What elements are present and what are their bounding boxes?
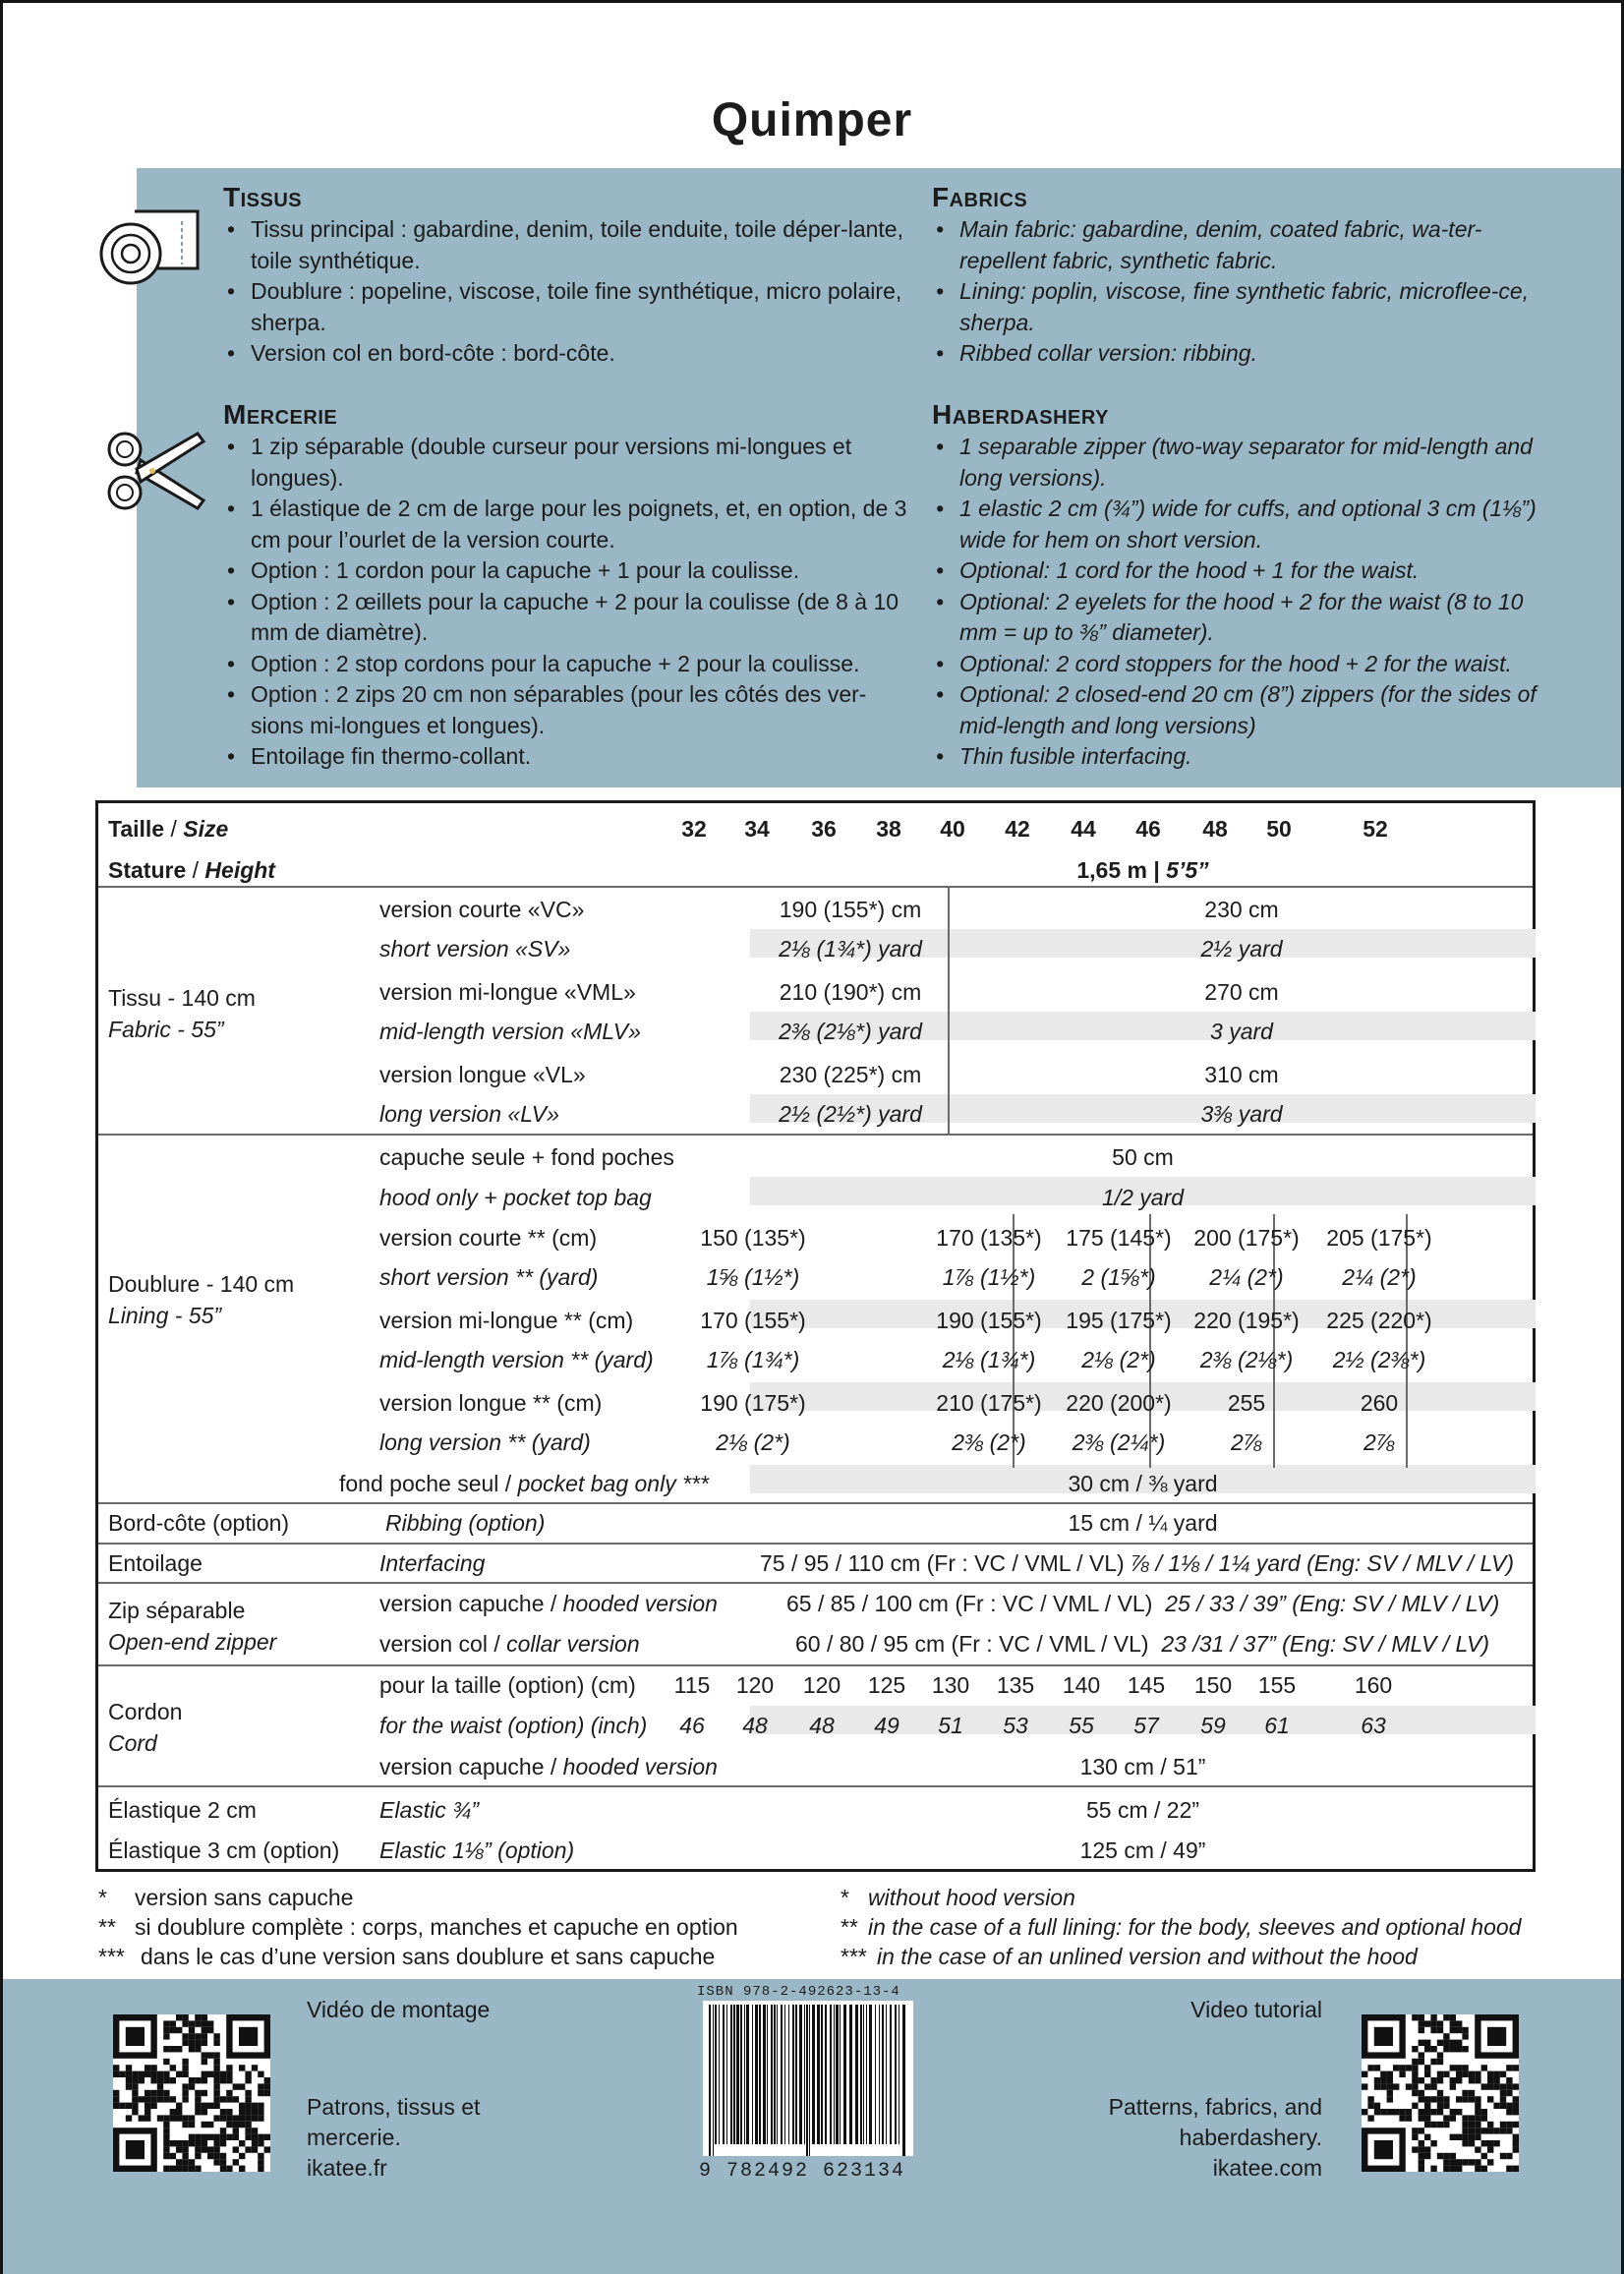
lining-value: 2⅞ xyxy=(1363,1429,1395,1455)
footnote-text: si doublure complète : corps, manches et capuche en option xyxy=(135,1914,738,1940)
list-item: • Version col en bord-côte : bord-côte. xyxy=(223,338,911,370)
cord-waist-cm-value: 145 xyxy=(1127,1672,1166,1698)
cord-waist-in-value: 49 xyxy=(874,1713,899,1738)
size-label: Taille / Size xyxy=(108,816,229,842)
fabric-value-large-sizes: 230 cm xyxy=(1204,897,1279,922)
fabric-value-small-sizes: 2⅛ (1¾*) yard xyxy=(779,936,922,962)
interfacing-value: 75 / 95 / 110 cm (Fr : VC / VML / VL) ⅞ / 1⅛ / 1¼ yard (Eng: SV / MLV / LV) xyxy=(760,1550,1514,1576)
fabric-label-en: Fabric - 55” xyxy=(108,1017,224,1042)
list-item: • 1 separable zipper (two-way separator for mid-length and long versions). xyxy=(932,432,1541,494)
lining-hood-en-value: 1/2 yard xyxy=(1101,1185,1185,1210)
elastic-row1-value: 55 cm / 22” xyxy=(1085,1797,1200,1823)
fabric-row-label: mid-length version «MLV» xyxy=(379,1019,641,1044)
cord-waist-cm-value: 120 xyxy=(735,1672,775,1698)
size-column-header: 46 xyxy=(1135,816,1161,842)
qr-code-icon[interactable] xyxy=(1362,2014,1519,2172)
lining-value: 195 (175*) xyxy=(1066,1308,1172,1333)
fabric-value-small-sizes: 2½ (2½*) yard xyxy=(779,1101,922,1127)
cord-waist-in-label: for the waist (option) (inch) xyxy=(379,1713,648,1738)
zipper-label-en: Open-end zipper xyxy=(108,1629,277,1655)
lining-hood-fr: capuche seule + fond poches xyxy=(379,1144,674,1170)
cord-waist-in-value: 53 xyxy=(1003,1713,1028,1738)
barcode-digits: 9 782492 623134 xyxy=(699,2160,906,2183)
scissors-icon xyxy=(101,426,209,516)
shop-en-line1: Patterns, fabrics, and xyxy=(1108,2094,1322,2120)
footnote-text: without hood version xyxy=(868,1885,1075,1910)
fabric-row-label: version courte «VC» xyxy=(379,897,585,922)
lining-value: 2⅛ (2*) xyxy=(716,1429,790,1455)
yardage-table xyxy=(95,800,1536,1872)
fabric-row-label: long version «LV» xyxy=(379,1101,559,1127)
isbn: ISBN 978-2-492623-13-4 xyxy=(697,1984,900,2000)
cord-waist-in-value: 61 xyxy=(1264,1713,1290,1738)
cord-label: Cordon xyxy=(108,1699,183,1724)
lining-row-label: version mi-longue ** (cm) xyxy=(379,1308,634,1333)
lining-value: 260 xyxy=(1360,1390,1399,1416)
lining-value: 220 (200*) xyxy=(1066,1390,1172,1416)
lining-row-label: mid-length version ** (yard) xyxy=(379,1347,654,1372)
size-column-header: 50 xyxy=(1266,816,1292,842)
cord-waist-in-value: 59 xyxy=(1200,1713,1226,1738)
haberdashery-en xyxy=(932,400,1541,773)
footnote-mark: ** xyxy=(98,1914,116,1940)
list-item: • Optional: 1 cord for the hood + 1 for the waist. xyxy=(932,555,1541,587)
ribbing-label-en: Ribbing (option) xyxy=(385,1510,546,1536)
list-item: • Optional: 2 closed-end 20 cm (8”) zippers (for the sides of mid-length and long versions) xyxy=(932,679,1541,741)
fabric-roll-icon xyxy=(95,200,207,290)
elastic-row1-label-en: Elastic ¾” xyxy=(379,1797,479,1823)
page-title: Quimper xyxy=(711,94,913,146)
cord-waist-cm-value: 155 xyxy=(1257,1672,1297,1698)
list-item: • Thin fusible interfacing. xyxy=(932,741,1541,773)
zipper-row1-value: 65 / 85 / 100 cm (Fr : VC / VML / VL) 25 / 33 / 39” (Eng: SV / MLV / LV) xyxy=(786,1591,1500,1616)
fabric-value-small-sizes: 190 (155*) cm xyxy=(779,897,922,922)
shop-fr-line1: Patrons, tissus et xyxy=(307,2094,481,2120)
fabric-row-label: version mi-longue «VML» xyxy=(379,979,636,1005)
lining-label: Doublure - 140 cm xyxy=(108,1271,295,1297)
list-item: • Ribbed collar version: ribbing. xyxy=(932,338,1541,370)
list-item: • Main fabric: gabardine, denim, coated fabric, wa-ter-repellent fabric, synthetic fabric. xyxy=(932,214,1541,276)
fabric-value-large-sizes: 3 yard xyxy=(1210,1019,1273,1044)
footnote-mark: *** xyxy=(98,1944,125,1969)
barcode xyxy=(703,2001,913,2156)
list-item: • Doublure : popeline, viscose, toile fine synthétique, micro polaire, sherpa. xyxy=(223,276,911,338)
cord-waist-in-value: 48 xyxy=(809,1713,835,1738)
height-value: 1,65 m | 5’5” xyxy=(1076,857,1209,883)
lining-value: 2½ (2⅜*) xyxy=(1332,1347,1426,1372)
lining-row-label: long version ** (yard) xyxy=(379,1429,591,1455)
lining-row-label: version courte ** (cm) xyxy=(379,1225,598,1251)
pocket-value: 30 cm / ⅜ yard xyxy=(1068,1471,1218,1496)
lining-value: 200 (175*) xyxy=(1193,1225,1300,1251)
footnote-mark: ** xyxy=(840,1914,857,1940)
lining-value: 190 (175*) xyxy=(700,1390,806,1416)
elastic-row1-label: Élastique 2 cm xyxy=(108,1797,257,1823)
cord-waist-cm-value: 130 xyxy=(931,1672,970,1698)
lining-value: 2⅛ (2*) xyxy=(1081,1347,1156,1372)
cord-waist-cm-value: 160 xyxy=(1354,1672,1393,1698)
list-item: • Option : 2 œillets pour la capuche + 2 pour la coulisse (de 8 à 10 mm de diamètre). xyxy=(223,587,911,649)
cord-waist-cm-value: 135 xyxy=(996,1672,1035,1698)
video-tutorial-fr[interactable]: Vidéo de montage xyxy=(307,1997,491,2022)
lining-value: 2¼ (2*) xyxy=(1209,1264,1284,1290)
shop-fr-line2: mercerie. xyxy=(307,2125,401,2150)
lining-value: 150 (135*) xyxy=(700,1225,806,1251)
elastic-row2-label-en: Elastic 1⅛” (option) xyxy=(379,1837,575,1863)
cord-hood-value: 130 cm / 51” xyxy=(1079,1754,1206,1779)
footer-panel xyxy=(3,1979,1621,2274)
lining-value: 2⅜ (2⅛*) xyxy=(1199,1347,1294,1372)
cord-waist-cm-value: 120 xyxy=(802,1672,841,1698)
fabric-value-small-sizes: 210 (190*) cm xyxy=(779,979,922,1005)
size-column-header: 44 xyxy=(1071,816,1096,842)
cord-waist-in-value: 48 xyxy=(742,1713,768,1738)
list-item: • Option : 1 cordon pour la capuche + 1 pour la coulisse. xyxy=(223,555,911,587)
zipper-row2-label: version col / collar version xyxy=(379,1631,640,1657)
footnote-text: in the case of a full lining: for the body, sleeves and optional hood xyxy=(868,1914,1522,1940)
fabrics-en-heading: Fabrics xyxy=(932,182,1028,212)
lining-value: 2⅞ xyxy=(1231,1429,1262,1455)
cord-waist-in-value: 46 xyxy=(679,1713,705,1738)
fabrics-fr xyxy=(223,183,911,370)
lining-value: 2 (1⅝*) xyxy=(1081,1264,1156,1290)
list-item: • 1 zip séparable (double curseur pour versions mi-longues et longues). xyxy=(223,432,911,494)
lining-value: 1⅞ (1½*) xyxy=(942,1264,1036,1290)
lining-hood-fr-value: 50 cm xyxy=(1112,1144,1174,1170)
lining-value: 170 (155*) xyxy=(700,1308,806,1333)
elastic-row2-label: Élastique 3 cm (option) xyxy=(108,1837,340,1863)
lining-value: 2¼ (2*) xyxy=(1342,1264,1417,1290)
fabric-value-large-sizes: 310 cm xyxy=(1204,1062,1279,1087)
fabric-value-small-sizes: 2⅜ (2⅛*) yard xyxy=(779,1019,922,1044)
fabric-value-small-sizes: 230 (225*) cm xyxy=(779,1062,922,1087)
cord-waist-in-value: 55 xyxy=(1069,1713,1094,1738)
lining-value: 205 (175*) xyxy=(1326,1225,1432,1251)
lining-value: 210 (175*) xyxy=(936,1390,1042,1416)
lining-value: 170 (135*) xyxy=(936,1225,1042,1251)
haberdashery-fr xyxy=(223,400,911,773)
video-tutorial-en[interactable]: Video tutorial xyxy=(1190,1997,1322,2022)
list-item: • Optional: 2 cord stoppers for the hood + 2 for the waist. xyxy=(932,649,1541,680)
lining-row-label: short version ** (yard) xyxy=(379,1264,599,1290)
shop-fr-url[interactable]: ikatee.fr xyxy=(307,2155,387,2181)
list-item: • Option : 2 zips 20 cm non séparables (pour les côtés des ver-sions mi-longues et longues). xyxy=(223,679,911,741)
footnote-text: in the case of an unlined version and without the hood xyxy=(877,1944,1418,1969)
ribbing-value: 15 cm / ¼ yard xyxy=(1068,1510,1218,1536)
cord-waist-cm-value: 115 xyxy=(673,1672,711,1698)
size-column-header: 34 xyxy=(744,816,770,842)
haberdashery-en-heading: Haberdashery xyxy=(932,399,1109,430)
fabrics-en xyxy=(932,183,1541,370)
footnote-text: version sans capuche xyxy=(135,1885,354,1910)
list-item: • Option : 2 stop cordons pour la capuche + 2 pour la coulisse. xyxy=(223,649,911,680)
size-column-header: 38 xyxy=(876,816,901,842)
fabrics-fr-heading: Tissus xyxy=(223,182,303,212)
qr-code-icon[interactable] xyxy=(113,2014,270,2172)
lining-value: 2⅜ (2*) xyxy=(952,1429,1026,1455)
cord-waist-cm-value: 150 xyxy=(1193,1672,1233,1698)
size-column-header: 36 xyxy=(811,816,837,842)
interfacing-label-en: Interfacing xyxy=(379,1550,486,1576)
lining-value: 2⅛ (1¾*) xyxy=(942,1347,1036,1372)
pocket-label: fond poche seul / pocket bag only *** xyxy=(339,1471,709,1496)
footnote-mark: * xyxy=(98,1885,107,1910)
lining-value: 2⅜ (2¼*) xyxy=(1072,1429,1166,1455)
fabric-value-large-sizes: 270 cm xyxy=(1204,979,1279,1005)
size-column-header: 42 xyxy=(1005,816,1030,842)
lining-label-en: Lining - 55” xyxy=(108,1303,222,1328)
fabric-row-label: short version «SV» xyxy=(379,936,571,962)
fabric-value-large-sizes: 3⅜ yard xyxy=(1200,1101,1283,1127)
size-column-header: 48 xyxy=(1202,816,1228,842)
size-column-header: 52 xyxy=(1363,816,1388,842)
cord-waist-cm-value: 125 xyxy=(867,1672,906,1698)
list-item: • 1 elastic 2 cm (¾”) wide for cuffs, and optional 3 cm (1⅛”) wide for hem on short version. xyxy=(932,494,1541,555)
zipper-label: Zip séparable xyxy=(108,1598,246,1623)
shop-en-line2: haberdashery. xyxy=(1179,2125,1322,2150)
cord-waist-in-value: 57 xyxy=(1133,1713,1159,1738)
lining-value: 175 (145*) xyxy=(1066,1225,1172,1251)
haberdashery-fr-heading: Mercerie xyxy=(223,399,338,430)
lining-value: 190 (155*) xyxy=(936,1308,1042,1333)
footnote-mark: *** xyxy=(840,1944,866,1969)
list-item: • Tissu principal : gabardine, denim, toile enduite, toile déper-lante, toile synthétique. xyxy=(223,214,911,276)
elastic-row2-value: 125 cm / 49” xyxy=(1079,1837,1206,1863)
lining-row-label: version longue ** (cm) xyxy=(379,1390,603,1416)
lining-value: 255 xyxy=(1227,1390,1266,1416)
cord-hood-label: version capuche / hooded version xyxy=(379,1754,718,1779)
fabric-row-label: version longue «VL» xyxy=(379,1062,586,1087)
footnote-mark: * xyxy=(840,1885,848,1910)
height-label: Stature / Height xyxy=(108,857,275,883)
list-item: • 1 élastique de 2 cm de large pour les poignets, et, en option, de 3 cm pour l’ourlet de la version courte. xyxy=(223,494,911,555)
ribbing-label: Bord-côte (option) xyxy=(108,1510,290,1536)
size-column-header: 32 xyxy=(681,816,707,842)
footnote-text: dans le cas d’une version sans doublure et sans capuche xyxy=(141,1944,716,1969)
shop-en-url[interactable]: ikatee.com xyxy=(1212,2155,1322,2181)
zipper-row2-value: 60 / 80 / 95 cm (Fr : VC / VML / VL) 23 /31 / 37” (Eng: SV / MLV / LV) xyxy=(795,1631,1490,1657)
cord-waist-cm-label: pour la taille (option) (cm) xyxy=(379,1672,636,1698)
zipper-row1-label: version capuche / hooded version xyxy=(379,1591,718,1616)
list-item: • Optional: 2 eyelets for the hood + 2 for the waist (8 to 10 mm = up to ⅜” diameter). xyxy=(932,587,1541,649)
lining-value: 225 (220*) xyxy=(1326,1308,1432,1333)
lining-value: 1⅝ (1½*) xyxy=(706,1264,800,1290)
list-item: • Lining: poplin, viscose, fine synthetic fabric, microflee-ce, sherpa. xyxy=(932,276,1541,338)
lining-value: 1⅞ (1¾*) xyxy=(706,1347,800,1372)
fabric-value-large-sizes: 2½ yard xyxy=(1200,936,1283,962)
cord-label-en: Cord xyxy=(108,1730,157,1756)
cord-waist-in-value: 51 xyxy=(938,1713,963,1738)
lining-hood-en: hood only + pocket top bag xyxy=(379,1185,652,1210)
cord-waist-in-value: 63 xyxy=(1361,1713,1386,1738)
fabric-label: Tissu - 140 cm xyxy=(108,985,256,1011)
interfacing-label: Entoilage xyxy=(108,1550,203,1576)
lining-value: 220 (195*) xyxy=(1193,1308,1300,1333)
list-item: • Entoilage fin thermo-collant. xyxy=(223,741,911,773)
size-column-header: 40 xyxy=(940,816,965,842)
cord-waist-cm-value: 140 xyxy=(1062,1672,1101,1698)
